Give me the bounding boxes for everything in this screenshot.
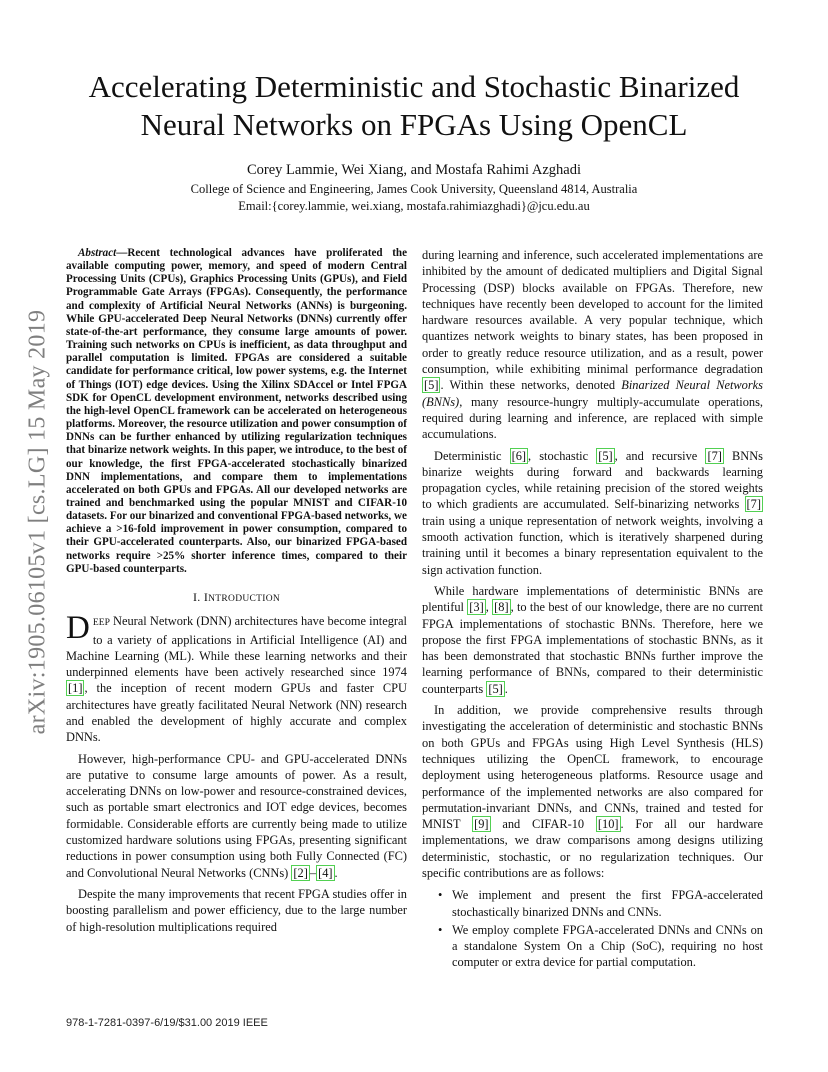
right-paragraph-4: In addition, we provide comprehensive results through investigating the acceleration of deterministic and stochastic BNNs on both GPUs and FPGAs using High Level Synthesis (HLS) techniques utilizing the OpenCL framework, to encourage deployment using heterogeneous platforms. Resource usage and performance of the implemented networks are also compared for permutation-invariant DNNs, and CNNs, trained and tested for MNIST [9] and CIFAR-10 [10] . For all our hardware implementations, we draw comparisons among designs utilizing deterministic, stochastic, or no regularization techniques. Our specific contributions are as follows: (422, 703, 763, 880)
paper-title (40, 68, 788, 144)
citation-link[interactable]: [5] (598, 448, 613, 463)
citation-link[interactable]: [2] (293, 865, 308, 880)
citation-link[interactable]: [1] (68, 681, 83, 696)
citation-link[interactable]: [3] (469, 600, 484, 615)
list-item: • We employ complete FPGA-accelerated DNNs and CNNs on a standalone System On a Chip (SoC), requiring no host computer or extra device for partial computation. (452, 922, 763, 971)
contributions-list (422, 887, 763, 970)
citation-link[interactable]: [10] (597, 817, 619, 832)
citation-link[interactable]: [5] (424, 378, 439, 393)
arxiv-stamp: arXiv:1905.06105v1 [cs.LG] 15 May 2019 (24, 309, 51, 735)
authors: Corey Lammie, Wei Xiang, and Mostafa Rahimi Azghadi (246, 162, 581, 178)
intro-paragraph-3: Despite the many improvements that recent FPGA studies offer in boosting parallelism and power efficiency, due to the large number of high-resolution multiplications required (66, 886, 407, 934)
citation-link[interactable]: [6] (511, 448, 527, 463)
abstract-text: —Recent technological advances have proliferated the available computing power, memory, and speed of modern Central Processing Units (CPUs), Graphics Processing Units (GPUs), and Field Programmable Gate Arrays (FPGAs). Consequently, the performance and complexity of Artificial Neural Networks (ANNs) is burgeoning. While GPU-accelerated Deep Neural Networks (DNNs) currently offer state-of-the-art performance, they consume large amounts of power. Training such networks on CPUs is inefficient, as data throughput and parallel computation is limited. FPGAs are considered a suitable candidate for performance critical, low power systems, e.g. the Internet of Things (IOT) edge devices. Using the Xilinx SDAccel or Intel FPGA SDK for OpenCL development environment, networks described using the high-level OpenCL framework can be accelerated on heterogeneous platforms. Moreover, the resource utilization and power consumption of DNNs can be further enhanced by utilizing regularization techniques that binarize network weights. In this paper, we introduce, to the best of our knowledge, the first FPGA-accelerated stochastically binarized DNN implementations, and compare them to implementations accelerated on both GPUs and FPGAs. All our developed networks are trained and benchmarked using the popular MNIST and CIFAR-10 datasets. For our binarized and conventional FPGA-based networks, we achieve a >16-fold improvement in power consumption, compared to their GPU-accelerated counterparts. Also, our binarized FPGA-based networks require >25% shorter inference times, compared to their GPU-based counterparts. (66, 247, 407, 575)
section-heading-introduction: I. INTRODUCTION (192, 589, 281, 604)
title-line-1: Accelerating Deterministic and Stochastic Binarized (88, 69, 740, 104)
abstract (66, 247, 407, 576)
right-paragraph-1: during learning and inference, such accelerated implementations are inhibited by the amount of dedicated multipliers and Digital Signal Processing (DSP) blocks available on FPGAs. Therefore, new techniques have recently been developed to account for the limited hardware resources available. A very popular technique, which quantizes network weights to binary states, has been proposed in order to greatly reduce resource utilization, and as a result, power consumption, while exhibiting minimal performance degradation [5] . Within these networks, denoted Binarized Neural Networks (BNNs), many resource-hungry multiply-accumulate operations, required during learning and inference, are replaced with simple accumulations. (422, 248, 764, 442)
citation-link[interactable]: [7] (746, 497, 761, 512)
title-line-2: Neural Networks on FPGAs Using OpenCL (140, 107, 688, 142)
citation-link[interactable]: [9] (474, 817, 489, 832)
left-column (66, 247, 407, 935)
abstract-label: Abstract (78, 247, 117, 259)
citation-link[interactable]: [7] (707, 448, 722, 463)
intro-paragraph-2: However, high-performance CPU- and GPU-accelerated DNNs are putative to consume large amounts of power. As a result, accelerating DNNs on low-power and resource-constrained devices, such as portable smart electronics and IOT edge devices, becomes formidable. Considerable efforts are currently being made to utilize customized hardware solutions using FPGAs, presenting significant reductions in power consumption using both Fully Connected (FC) and Convolutional Neural Networks (CNNs) [2] – [4] . (66, 751, 407, 880)
right-paragraph-3: While hardware implementations of deterministic BNNs are plentiful [3] , [8] , to the best of our knowledge, there are no current FPGA implementations of stochastic BNNs. Therefore, here we propose the first FPGA implementations of stochastic BNNs, as it has been demonstrated that stochastic BNNs further improve the learning performance of BNNs, compared to their deterministic counterparts [5] . (422, 583, 763, 696)
right-column (422, 247, 763, 973)
affiliation: College of Science and Engineering, James Cook University, Queensland 4814, Australia (190, 182, 638, 196)
list-item: • We implement and present the first FPGA-accelerated stochastically binarized DNNs and CNNs. (452, 887, 763, 920)
email: Email:{corey.lammie, wei.xiang, mostafa.rahimiazghadi}@jcu.edu.au (238, 199, 590, 213)
right-paragraph-2: Deterministic [6] , stochastic [5] , and recursive [7] BNNs binarize weights during forward and backwards learning propagation cycles, while retaining precision of the stored weights to which gradients are accumulated. Self-binarizing networks [7] train using a unique representation of network weights, involving a smooth activation function, which is iteratively sharpened during training until it becomes a binary representation equivalent to the sign activation function. (422, 448, 763, 577)
copyright-footer: 978-1-7281-0397-6/19/$31.00 2019 IEEE (66, 1017, 268, 1029)
drop-cap: D (66, 610, 90, 647)
citation-link[interactable]: [4] (318, 865, 333, 880)
citation-link[interactable]: [5] (488, 681, 503, 696)
intro-paragraph-1: DEEP Neural Network (DNN) architectures have become integral to a variety of applications in Artificial Intelligence (AI) and Machine Learning (ML). While these learning networks and their underpinned elements have been actively researched since 1974 [1] , the inception of recent modern GPUs and faster CPU architectures have greatly facilitated Neural Network (NN) research and enabled the development of highly accurate and complex DNNs. (66, 610, 407, 745)
citation-link[interactable]: [8] (494, 600, 509, 615)
